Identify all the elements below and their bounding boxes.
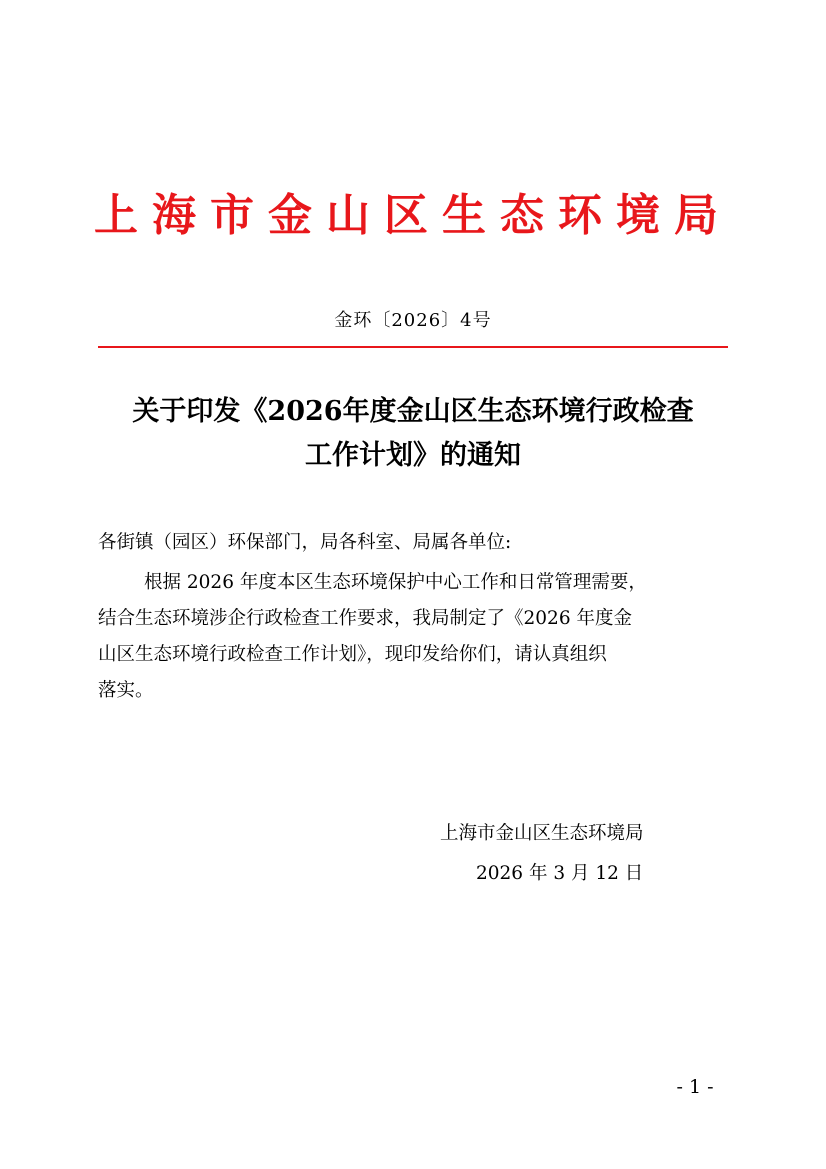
body-line-4: 落实。 <box>98 680 154 701</box>
agency-header: 上海市金山区生态环境局 <box>94 190 732 241</box>
document-title-line-1: 关于印发《2026年度金山区生态环境行政检查 <box>132 396 694 427</box>
body-line-2: 结合生态环境涉企行政检查工作要求，我局制定了《2026 年度金 <box>98 608 632 629</box>
red-divider-line <box>98 346 728 348</box>
body-line-1: 根据 2026 年度本区生态环境保护中心工作和日常管理需要， <box>144 572 647 593</box>
salutation: 各街镇（园区）环保部门，局各科室、局属各单位: <box>98 532 512 553</box>
body-line-3: 山区生态环境行政检查工作计划》，现印发给你们，请认真组织 <box>98 644 607 665</box>
issue-date: 2026 年 3 月 12 日 <box>476 863 644 884</box>
document-title-line-2: 工作计划》的通知 <box>305 440 521 471</box>
document-number: 金环〔2026〕4号 <box>334 310 492 331</box>
issuer-signature: 上海市金山区生态环境局 <box>440 823 644 844</box>
page-number: - 1 - <box>676 1076 714 1098</box>
body-paragraph <box>98 565 728 709</box>
document-title <box>90 390 736 478</box>
